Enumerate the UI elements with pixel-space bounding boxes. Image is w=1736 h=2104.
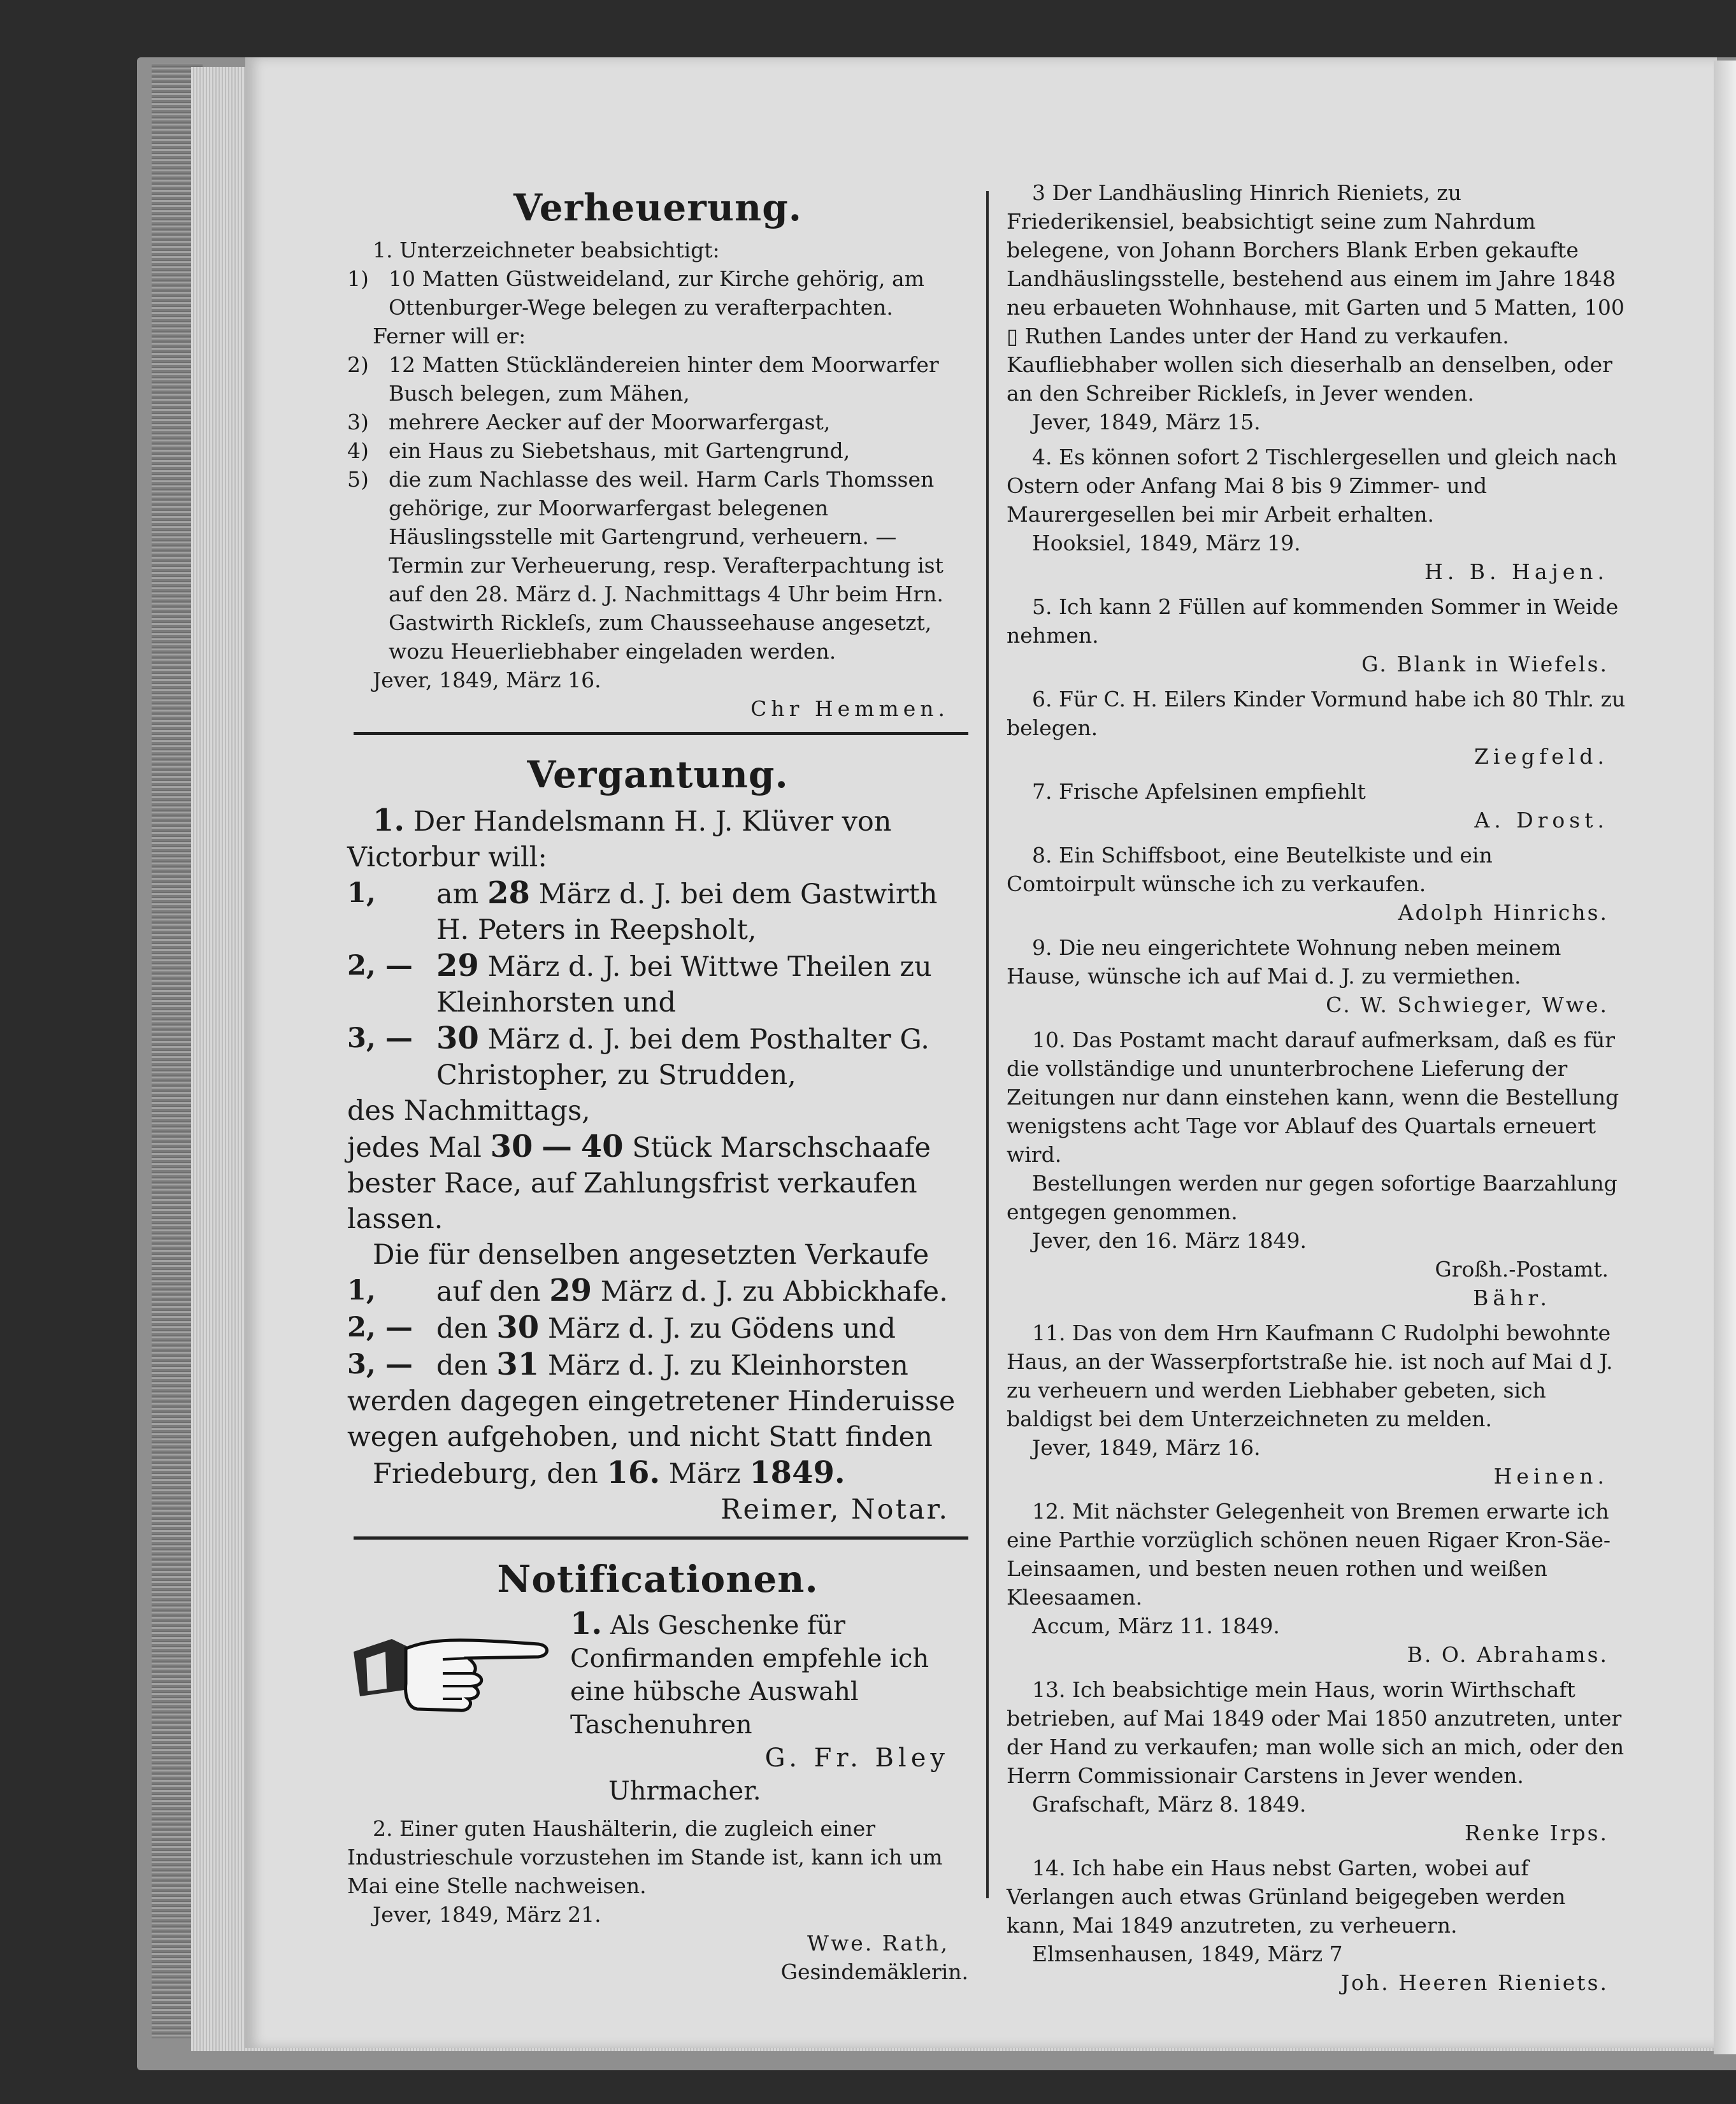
ad-12-signature: B. O. Abrahams. <box>1407 1642 1609 1667</box>
ad-12-text: 12. Mit nächster Gelegenheit von Bremen erwarte ich eine Parthie vorzüglich schönen neuen Rigaer Kron-Säe-Leinsaamen, und besten neuen rothen und weißen Kleesaamen. <box>1007 1499 1611 1610</box>
verheuerung-intro: 1. Unterzeichneter beabsichtigt: <box>373 238 720 262</box>
notification-2-date: Jever, 1849, März 21. <box>373 1902 601 1927</box>
vergantung-entry-1: 1, am 28 März d. J. bei dem Gastwirth H. Peters in Reepsholt, <box>347 875 938 946</box>
ad-6-signature: Ziegfeld. <box>1474 744 1609 769</box>
verheuerung-item-1: 1) 10 Matten Güstweideland, zur Kirche gehörig, am Ottenburger-Wege belegen zu verafterpachten. <box>347 266 924 320</box>
vergantung-die: Die für denselben angesetzten Verkaufe <box>373 1239 929 1271</box>
ad-13-signature: Renke Irps. <box>1464 1821 1609 1845</box>
ad-3-date: Jever, 1849, März 15. <box>1032 410 1261 434</box>
ad-13-date: Grafschaft, März 8. 1849. <box>1032 1792 1307 1817</box>
ad-4-signature: H. B. Hajen. <box>1424 559 1609 584</box>
vergantung-nachmittags: des Nachmittags, <box>347 1095 591 1127</box>
vergantung-cancel-2: 2, — den 30 März d. J. zu Gödens und <box>347 1310 896 1345</box>
section-rule <box>354 732 968 735</box>
ad-11-signature: Heinen. <box>1493 1464 1609 1489</box>
notification-1-text: 1. Als Geschenke für Confirmanden empfehle ich eine hübsche Auswahl Taschenuhren G. Fr. Bley Uhrmacher. <box>570 1607 968 1808</box>
ad-10-signature-2: Bähr. <box>1473 1285 1551 1310</box>
ad-14-date: Elmsenhausen, 1849, März 7 <box>1032 1942 1343 1966</box>
ad-6-text: 6. Für C. H. Eilers Kinder Vormund habe ich 80 Thlr. zu belegen. <box>1007 687 1626 740</box>
ad-11-text: 11. Das von dem Hrn Kaufmann C Rudolphi bewohnte Haus, an der Wasserpfortstraße hie. ist noch auf Mai d J. zu verheuern und werden Liebhaber gebeten, sich baldigst bei dem Unterzeichneten zu melden. <box>1007 1320 1613 1431</box>
notification-1-title: Uhrmacher. <box>608 1777 761 1806</box>
page-right-edge <box>1714 61 1736 2054</box>
verheuerung-item-3: 3) mehrere Aecker auf der Moorwarfergast, <box>347 410 831 434</box>
notification-2-signature: Wwe. Rath, <box>807 1931 949 1956</box>
verheuerung-item-4: 4) ein Haus zu Siebetshaus, mit Gartengrund, <box>347 438 850 463</box>
ad-8-signature: Adolph Hinrichs. <box>1398 900 1609 925</box>
ad-12-date: Accum, März 11. 1849. <box>1032 1614 1280 1638</box>
notification-1-signature: G. Fr. Bley <box>764 1743 949 1773</box>
ad-4-text: 4. Es können sofort 2 Tischlergesellen und gleich nach Ostern oder Anfang Mai 8 bis 9 Zimmer- und Maurergesellen bei mir Arbeit erhalten. <box>1007 445 1618 527</box>
ad-10-date: Jever, den 16. März 1849. <box>1032 1228 1307 1253</box>
notification-1 <box>347 1607 968 1808</box>
vergantung-entry-2: 2, — 29 März d. J. bei Wittwe Theilen zu Kleinhorsten und <box>347 948 932 1019</box>
ad-7-text: 7. Frische Apfelsinen empfiehlt <box>1032 779 1366 804</box>
ad-10-text: 10. Das Postamt macht darauf aufmerksam, daß es für die vollständige und ununterbrochene Lieferung der Zeitungen nur dann einstehen kann, wenn die Bestellung wenigstens acht Tage vor Ablauf des Quartals erneuert wird. <box>1007 1027 1619 1167</box>
ad-4-date: Hooksiel, 1849, März 19. <box>1032 531 1301 555</box>
verheuerung-item-5: 5) die zum Nachlasse des weil. Harm Carls Thomssen gehörige, zur Moorwarfergast belegenen Häuslingsstelle mit Gartengrund, verheuern. — Termin zur Verheuerung, resp. Verafterpachtung ist auf den 28. März d. J. Nachmittags 4 Uhr beim Hrn. Gastwirth Rickleſs, zum Chausseehause angesetzt, wozu Heuerliebhaber eingeladen werden. <box>347 467 943 664</box>
ad-5-text: 5. Ich kann 2 Füllen auf kommenden Sommer in Weide nehmen. <box>1007 594 1619 648</box>
section-vergantung <box>347 749 968 1528</box>
section-verheuerung <box>347 182 968 723</box>
pointing-hand-icon <box>347 1614 557 1722</box>
heading-vergantung: Vergantung. <box>527 753 789 796</box>
ad-10-text-2: Bestellungen werden nur gegen sofortige Baarzahlung entgegen genommen. <box>1007 1171 1618 1224</box>
ad-3-text: 3 Der Landhäusling Hinrich Rieniets, zu Friederikensiel, beabsichtigt seine zum Nahrdum belegene, von Johann Borchers Blank Erben gekaufte Landhäuslingsstelle, bestehend aus einem im Jahre 1848 neu erbaueten Wohnhause, mit Garten und 5 Matten, 100 ▯ Ruthen Landes unter der Hand zu verkaufen. Kaufliebhaber wollen sich dieserhalb an denselben, oder an den Schreiber Rickleſs, in Jever wenden. <box>1007 180 1625 406</box>
ad-5-signature: G. Blank in Wiefels. <box>1361 652 1609 676</box>
ad-10-signature: Großh.-Postamt. <box>1435 1257 1609 1282</box>
vergantung-rest: werden dagegen eingetretener Hinderuisse wegen aufgehoben, und nicht Statt finden <box>347 1385 956 1453</box>
vergantung-signature: Reimer, Notar. <box>721 1494 949 1526</box>
column-divider <box>986 191 989 1898</box>
heading-notificationen: Notificationen. <box>497 1557 819 1601</box>
ad-14-text: 14. Ich habe ein Haus nebst Garten, wobei auf Verlangen auch etwas Grünland beigegeben werden kann, Mai 1849 anzutreten, zu verheuern. <box>1007 1856 1566 1938</box>
ad-11-date: Jever, 1849, März 16. <box>1032 1435 1261 1460</box>
left-column <box>347 178 968 1986</box>
verheuerung-item-2: 2) 12 Matten Stückländereien hinter dem Moorwarfer Busch belegen, zum Mähen, <box>347 352 939 406</box>
ad-7-signature: A. Drost. <box>1474 808 1609 833</box>
ad-9-signature: C. W. Schwieger, Wwe. <box>1326 992 1609 1017</box>
vergantung-intro: 1. Der Handelsmann H. J. Klüver von Victorbur will: <box>347 803 892 873</box>
vergantung-jedes-mal: jedes Mal 30 — 40 Stück Marschschaafe bester Race, auf Zahlungsfrist verkaufen lassen. <box>347 1129 931 1235</box>
vergantung-entry-3: 3, — 30 März d. J. bei dem Posthalter G. Christopher, zu Strudden, <box>347 1020 929 1091</box>
section-notificationen <box>347 1554 968 1986</box>
ad-9-text: 9. Die neu eingerichtete Wohnung neben meinem Hause, wünsche ich auf Mai d. J. zu vermiethen. <box>1007 935 1561 989</box>
ad-8-text: 8. Ein Schiffsboot, eine Beutelkiste und ein Comtoirpult wünsche ich zu verkaufen. <box>1007 843 1493 896</box>
vergantung-cancel-1: 1, auf den 29 März d. J. zu Abbickhafe. <box>347 1273 948 1308</box>
ad-14-signature: Joh. Heeren Rieniets. <box>1340 1970 1609 1995</box>
notification-2-title: Gesindemäklerin. <box>780 1959 968 1984</box>
vergantung-cancel-3: 3, — den 31 März d. J. zu Kleinhorsten <box>347 1347 908 1382</box>
notification-2-text: 2. Einer guten Haushälterin, die zugleich einer Industrieschule vorzustehen im Stande ist, kann ich um Mai eine Stelle nachweisen. <box>347 1816 943 1898</box>
verheuerung-ferner: Ferner will er: <box>373 324 526 348</box>
vergantung-date: Friedeburg, den 16. März 1849. <box>373 1455 845 1491</box>
verheuerung-date: Jever, 1849, März 16. <box>373 668 601 692</box>
ad-13-text: 13. Ich beabsichtige mein Haus, worin Wirthschaft betrieben, auf Mai 1849 oder Mai 1850 anzutreten, unter der Hand zu verkaufen; man wolle sich an mich, oder den Herrn Commissionair Carstens in Jever wenden. <box>1007 1677 1625 1788</box>
heading-verheuerung: Verheuerung. <box>513 186 802 229</box>
verheuerung-signature: Chr Hemmen. <box>750 696 949 721</box>
right-column <box>1007 178 1628 1997</box>
section-rule <box>354 1536 968 1540</box>
